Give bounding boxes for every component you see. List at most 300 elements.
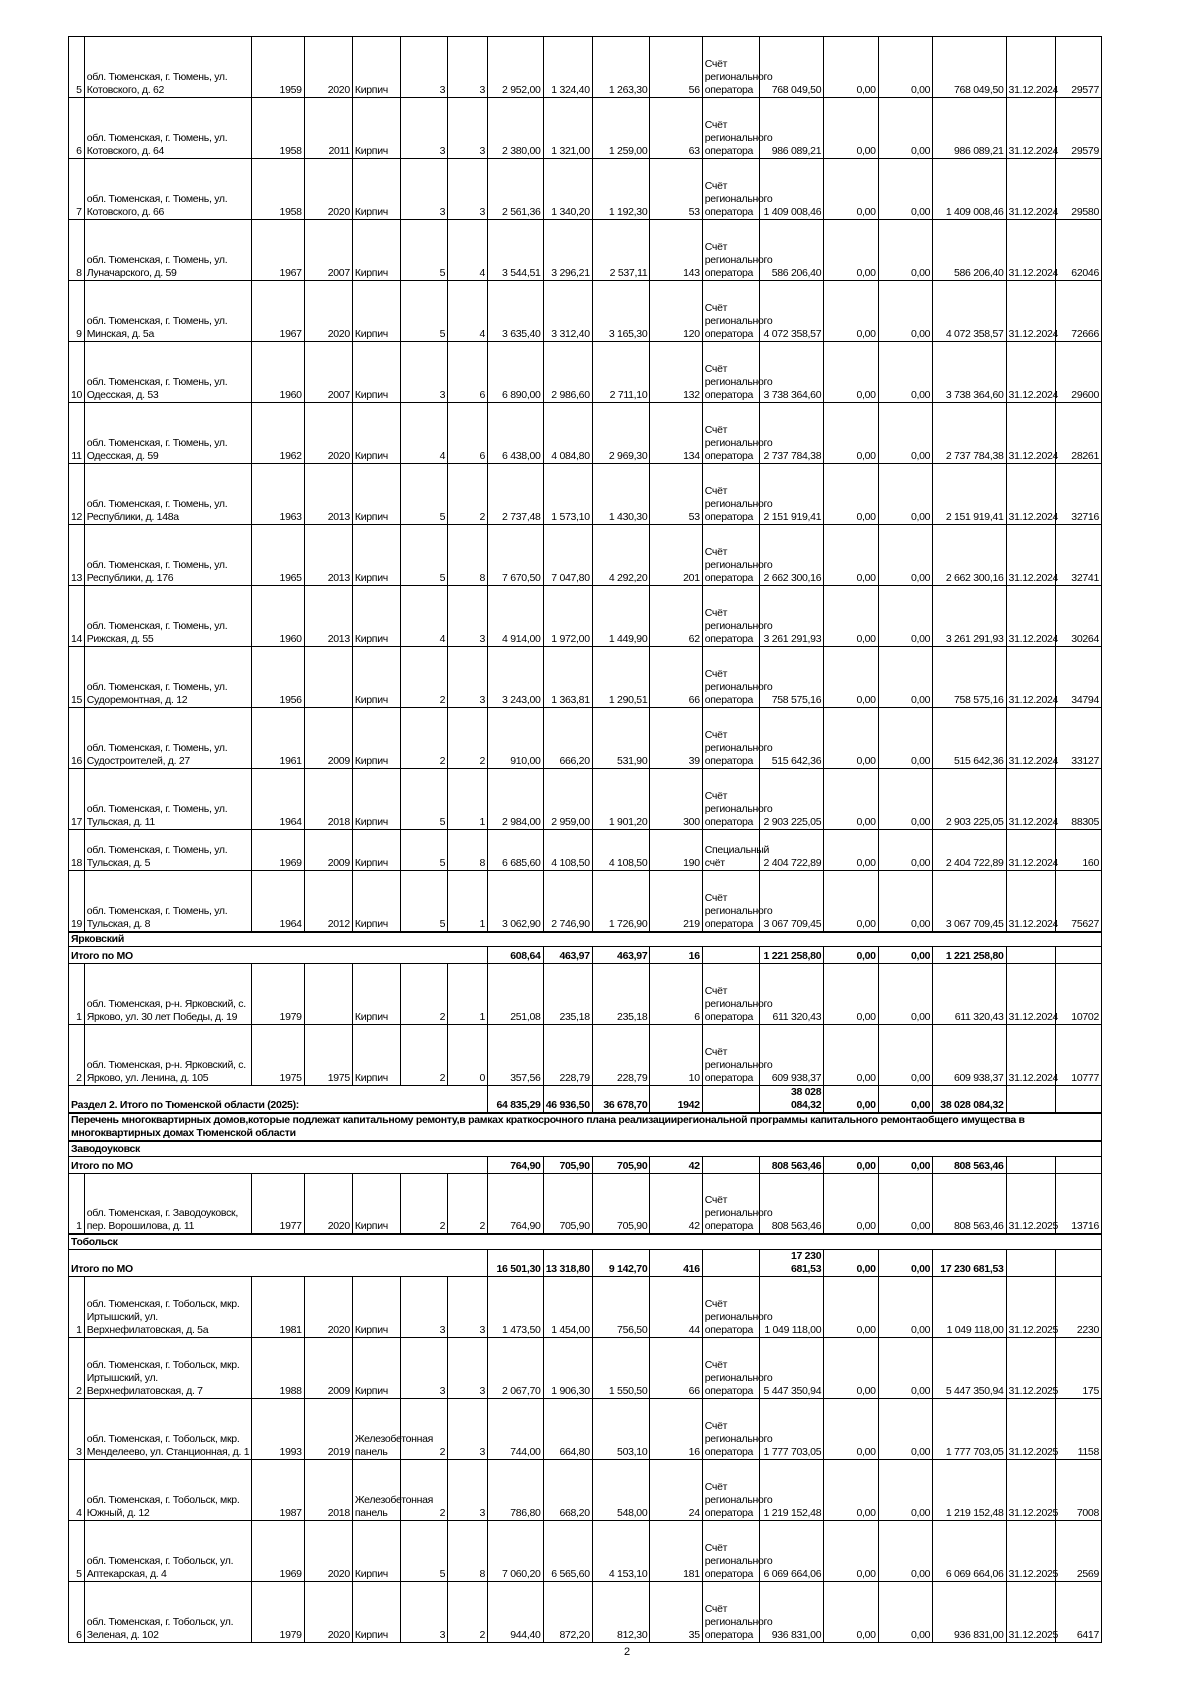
fund-method-cell: Счёт регионального оператора [702, 37, 760, 98]
entrances-cell: 8 [448, 1520, 488, 1581]
residents-cell: 66 [650, 1337, 702, 1398]
cost-regional-cell: 0,00 [878, 708, 932, 769]
year-built-cell: 1975 [252, 1025, 304, 1086]
residential-area-cell: 235,18 [592, 964, 650, 1025]
year-overhaul-cell: 2020 [304, 281, 352, 342]
total-area-cell: 3 544,51 [488, 220, 544, 281]
wall-material-cell: Кирпич [352, 964, 400, 1025]
deadline-cell: 31.12.2024 [1006, 708, 1055, 769]
year-overhaul-cell: 2009 [304, 830, 352, 871]
house-code-cell: 75627 [1055, 871, 1101, 932]
entrances-cell: 0 [448, 1025, 488, 1086]
house-code-cell [1055, 947, 1101, 964]
floors-cell: 3 [401, 1337, 448, 1398]
cost-regional-cell: 0,00 [878, 1276, 932, 1337]
cost-total-cell: 758 575,16 [760, 647, 824, 708]
address-cell: обл. Тюменская, г. Тобольск, мкр. Южный, д. 12 [84, 1459, 252, 1520]
cost-federal-cell: 0,00 [824, 871, 878, 932]
year-overhaul-cell: 2007 [304, 220, 352, 281]
cost-regional-cell: 0,00 [878, 98, 932, 159]
municipality-header-row [69, 932, 1102, 947]
fund-method-cell: Счёт регионального оператора [702, 708, 760, 769]
address-cell: обл. Тюменская, г. Заводоуковск, пер. Ворошилова, д. 11 [84, 1173, 252, 1234]
residents-cell: 201 [650, 525, 702, 586]
year-overhaul-cell: 2013 [304, 586, 352, 647]
year-built-cell: 1958 [252, 98, 304, 159]
entrances-cell: 3 [448, 98, 488, 159]
residential-area-cell: 2 537,11 [592, 220, 650, 281]
cost-federal-cell: 0,00 [824, 830, 878, 871]
residents-cell: 42 [650, 1156, 702, 1173]
residents-cell: 132 [650, 342, 702, 403]
residential-area-cell: 463,97 [592, 947, 650, 964]
residents-cell: 134 [650, 403, 702, 464]
premises-area-cell: 228,79 [543, 1025, 592, 1086]
residents-cell: 56 [650, 37, 702, 98]
wall-material-cell: Кирпич [352, 159, 400, 220]
row-number: 6 [69, 98, 85, 159]
house-row [69, 871, 1102, 932]
cost-owners-cell: 2 737 784,38 [933, 403, 1006, 464]
fund-method-cell [702, 1249, 760, 1276]
fund-method-cell: Счёт регионального оператора [702, 98, 760, 159]
cost-federal-cell: 0,00 [824, 98, 878, 159]
year-overhaul-cell: 2013 [304, 525, 352, 586]
floors-cell: 4 [401, 586, 448, 647]
premises-area-cell: 1 454,00 [543, 1276, 592, 1337]
year-overhaul-cell: 2007 [304, 342, 352, 403]
house-row [69, 1398, 1102, 1459]
cost-regional-cell: 0,00 [878, 586, 932, 647]
premises-area-cell: 13 318,80 [543, 1249, 592, 1276]
year-built-cell: 1964 [252, 871, 304, 932]
house-code-cell: 30264 [1055, 586, 1101, 647]
cost-regional-cell: 0,00 [878, 871, 932, 932]
cost-regional-cell: 0,00 [878, 1581, 932, 1642]
cost-regional-cell: 0,00 [878, 37, 932, 98]
entrances-cell: 3 [448, 1398, 488, 1459]
year-built-cell: 1964 [252, 769, 304, 830]
cost-owners-cell: 3 738 364,60 [933, 342, 1006, 403]
premises-area-cell: 664,80 [543, 1398, 592, 1459]
residents-cell: 53 [650, 464, 702, 525]
premises-area-cell: 705,90 [543, 1173, 592, 1234]
cost-regional-cell: 0,00 [878, 159, 932, 220]
row-number: 14 [69, 586, 85, 647]
floors-cell: 3 [401, 1276, 448, 1337]
year-built-cell: 1958 [252, 159, 304, 220]
year-overhaul-cell: 2020 [304, 159, 352, 220]
cost-federal-cell: 0,00 [824, 1173, 878, 1234]
premises-area-cell: 2 959,00 [543, 769, 592, 830]
house-code-cell: 32716 [1055, 464, 1101, 525]
entrances-cell: 3 [448, 1459, 488, 1520]
wall-material-cell: Железобетонная панель [352, 1459, 400, 1520]
fund-method-cell: Счёт регионального оператора [702, 1173, 760, 1234]
municipality-header-row [69, 1234, 1102, 1249]
floors-cell: 2 [401, 1173, 448, 1234]
premises-area-cell: 46 936,50 [543, 1086, 592, 1114]
cost-federal-cell: 0,00 [824, 1025, 878, 1086]
address-cell: обл. Тюменская, г. Тюмень, ул. Одесская, д. 53 [84, 342, 252, 403]
premises-area-cell: 705,90 [543, 1156, 592, 1173]
cost-federal-cell: 0,00 [824, 1249, 878, 1276]
total-area-cell: 64 835,29 [488, 1086, 544, 1114]
fund-method-cell: Счёт регионального оператора [702, 1520, 760, 1581]
year-overhaul-cell [304, 964, 352, 1025]
entrances-cell: 6 [448, 403, 488, 464]
cost-total-cell: 515 642,36 [760, 708, 824, 769]
total-area-cell: 6 890,00 [488, 342, 544, 403]
total-area-cell: 251,08 [488, 964, 544, 1025]
residential-area-cell: 1 259,00 [592, 98, 650, 159]
wall-material-cell: Кирпич [352, 220, 400, 281]
premises-area-cell: 6 565,60 [543, 1520, 592, 1581]
fund-method-cell [702, 947, 760, 964]
cost-federal-cell: 0,00 [824, 1276, 878, 1337]
row-number: 13 [69, 525, 85, 586]
wall-material-cell: Кирпич [352, 342, 400, 403]
cost-owners-cell: 808 563,46 [933, 1173, 1006, 1234]
cost-total-cell: 808 563,46 [760, 1173, 824, 1234]
entrances-cell: 2 [448, 1173, 488, 1234]
cost-federal-cell: 0,00 [824, 947, 878, 964]
deadline-cell: 31.12.2025 [1006, 1337, 1055, 1398]
total-area-cell: 2 952,00 [488, 37, 544, 98]
year-built-cell: 1961 [252, 708, 304, 769]
entrances-cell: 4 [448, 220, 488, 281]
premises-area-cell: 3 296,21 [543, 220, 592, 281]
deadline-cell: 31.12.2024 [1006, 220, 1055, 281]
cost-owners-cell: 586 206,40 [933, 220, 1006, 281]
year-built-cell: 1956 [252, 647, 304, 708]
cost-regional-cell: 0,00 [878, 647, 932, 708]
fund-method-cell: Счёт регионального оператора [702, 586, 760, 647]
entrances-cell: 2 [448, 1581, 488, 1642]
address-cell: обл. Тюменская, г. Тобольск, мкр. Иртышский, ул. Верхнефилатовская, д. 5а [84, 1276, 252, 1337]
premises-area-cell: 1 573,10 [543, 464, 592, 525]
address-cell: обл. Тюменская, г. Тюмень, ул. Рижская, д. 55 [84, 586, 252, 647]
premises-area-cell: 463,97 [543, 947, 592, 964]
cost-total-cell: 6 069 664,06 [760, 1520, 824, 1581]
year-overhaul-cell: 2013 [304, 464, 352, 525]
wall-material-cell: Кирпич [352, 464, 400, 525]
house-code-cell: 10777 [1055, 1025, 1101, 1086]
total-label: Итого по МО [69, 1249, 488, 1276]
cost-total-cell: 38 028 084,32 [760, 1086, 824, 1114]
residents-cell: 6 [650, 964, 702, 1025]
cost-total-cell: 768 049,50 [760, 37, 824, 98]
cost-total-cell: 2 151 919,41 [760, 464, 824, 525]
residents-cell: 53 [650, 159, 702, 220]
residential-area-cell: 2 969,30 [592, 403, 650, 464]
row-number: 3 [69, 1398, 85, 1459]
premises-area-cell: 7 047,80 [543, 525, 592, 586]
residents-cell: 44 [650, 1276, 702, 1337]
cost-owners-cell: 1 221 258,80 [933, 947, 1006, 964]
year-overhaul-cell: 2020 [304, 1581, 352, 1642]
house-code-cell: 160 [1055, 830, 1101, 871]
residents-cell: 300 [650, 769, 702, 830]
municipality-name: Ярковский [69, 932, 1102, 947]
deadline-cell [1006, 1249, 1055, 1276]
cost-total-cell: 1 409 008,46 [760, 159, 824, 220]
cost-federal-cell: 0,00 [824, 769, 878, 830]
house-row [69, 98, 1102, 159]
premises-area-cell: 235,18 [543, 964, 592, 1025]
wall-material-cell: Кирпич [352, 871, 400, 932]
address-cell: обл. Тюменская, г. Тюмень, ул. Судоремонтная, д. 12 [84, 647, 252, 708]
fund-method-cell: Счёт регионального оператора [702, 1459, 760, 1520]
cost-regional-cell: 0,00 [878, 1156, 932, 1173]
residential-area-cell: 812,30 [592, 1581, 650, 1642]
cost-total-cell: 2 404 722,89 [760, 830, 824, 871]
floors-cell: 5 [401, 769, 448, 830]
year-built-cell: 1981 [252, 1276, 304, 1337]
residents-cell: 190 [650, 830, 702, 871]
municipality-header-row [69, 1141, 1102, 1156]
cost-owners-cell: 3 067 709,45 [933, 871, 1006, 932]
cost-regional-cell: 0,00 [878, 403, 932, 464]
wall-material-cell: Кирпич [352, 1025, 400, 1086]
house-code-cell: 29580 [1055, 159, 1101, 220]
fund-method-cell: Счёт регионального оператора [702, 964, 760, 1025]
house-row [69, 1581, 1102, 1642]
cost-owners-cell: 986 089,21 [933, 98, 1006, 159]
fund-method-cell [702, 1156, 760, 1173]
total-area-cell: 944,40 [488, 1581, 544, 1642]
overhaul-register-sheet [68, 36, 1102, 1643]
fund-method-cell: Счёт регионального оператора [702, 281, 760, 342]
cost-owners-cell: 1 049 118,00 [933, 1276, 1006, 1337]
deadline-cell: 31.12.2025 [1006, 1276, 1055, 1337]
total-area-cell: 608,64 [488, 947, 544, 964]
deadline-cell: 31.12.2024 [1006, 403, 1055, 464]
floors-cell: 5 [401, 464, 448, 525]
wall-material-cell: Кирпич [352, 1173, 400, 1234]
residential-area-cell: 36 678,70 [592, 1086, 650, 1114]
premises-area-cell: 872,20 [543, 1581, 592, 1642]
cost-federal-cell: 0,00 [824, 525, 878, 586]
cost-regional-cell: 0,00 [878, 1520, 932, 1581]
house-row [69, 403, 1102, 464]
entrances-cell: 1 [448, 871, 488, 932]
total-area-cell: 1 473,50 [488, 1276, 544, 1337]
year-overhaul-cell: 2012 [304, 871, 352, 932]
deadline-cell [1006, 947, 1055, 964]
year-built-cell: 1967 [252, 281, 304, 342]
house-code-cell: 72666 [1055, 281, 1101, 342]
house-row [69, 769, 1102, 830]
cost-total-cell: 609 938,37 [760, 1025, 824, 1086]
cost-owners-cell: 609 938,37 [933, 1025, 1006, 1086]
residents-cell: 181 [650, 1520, 702, 1581]
cost-owners-cell: 768 049,50 [933, 37, 1006, 98]
deadline-cell: 31.12.2024 [1006, 37, 1055, 98]
page-number: 2 [624, 1646, 631, 1658]
premises-area-cell: 1 906,30 [543, 1337, 592, 1398]
house-row [69, 964, 1102, 1025]
year-built-cell: 1960 [252, 342, 304, 403]
entrances-cell: 4 [448, 281, 488, 342]
wall-material-cell: Кирпич [352, 769, 400, 830]
row-number: 2 [69, 1025, 85, 1086]
premises-area-cell: 1 972,00 [543, 586, 592, 647]
deadline-cell: 31.12.2024 [1006, 586, 1055, 647]
total-area-cell: 764,90 [488, 1156, 544, 1173]
year-built-cell: 1967 [252, 220, 304, 281]
cost-federal-cell: 0,00 [824, 1156, 878, 1173]
year-built-cell: 1969 [252, 1520, 304, 1581]
total-area-cell: 16 501,30 [488, 1249, 544, 1276]
house-row [69, 1337, 1102, 1398]
overhaul-register-table [68, 36, 1102, 1643]
house-row [69, 159, 1102, 220]
cost-regional-cell: 0,00 [878, 281, 932, 342]
cost-regional-cell: 0,00 [878, 1398, 932, 1459]
house-row [69, 342, 1102, 403]
total-area-cell: 2 561,36 [488, 159, 544, 220]
cost-owners-cell: 3 261 291,93 [933, 586, 1006, 647]
cost-total-cell: 586 206,40 [760, 220, 824, 281]
row-number: 5 [69, 37, 85, 98]
cost-regional-cell: 0,00 [878, 947, 932, 964]
premises-area-cell: 4 084,80 [543, 403, 592, 464]
floors-cell: 5 [401, 830, 448, 871]
year-overhaul-cell: 2020 [304, 1520, 352, 1581]
cost-owners-cell: 4 072 358,57 [933, 281, 1006, 342]
row-number: 16 [69, 708, 85, 769]
house-code-cell: 175 [1055, 1337, 1101, 1398]
address-cell: обл. Тюменская, г. Тюмень, ул. Республики, д. 176 [84, 525, 252, 586]
premises-area-cell: 1 324,40 [543, 37, 592, 98]
premises-area-cell: 1 321,00 [543, 98, 592, 159]
house-code-cell: 88305 [1055, 769, 1101, 830]
house-row [69, 708, 1102, 769]
address-cell: обл. Тюменская, г. Тюмень, ул. Тульская, д. 5 [84, 830, 252, 871]
fund-method-cell: Счёт регионального оператора [702, 1581, 760, 1642]
house-code-cell: 34794 [1055, 647, 1101, 708]
house-row [69, 464, 1102, 525]
floors-cell: 2 [401, 1459, 448, 1520]
house-row [69, 586, 1102, 647]
cost-regional-cell: 0,00 [878, 342, 932, 403]
premises-area-cell: 3 312,40 [543, 281, 592, 342]
cost-federal-cell: 0,00 [824, 220, 878, 281]
deadline-cell: 31.12.2025 [1006, 1398, 1055, 1459]
row-number: 1 [69, 1173, 85, 1234]
residents-cell: 416 [650, 1249, 702, 1276]
residential-area-cell: 1 550,50 [592, 1337, 650, 1398]
cost-owners-cell: 2 903 225,05 [933, 769, 1006, 830]
total-area-cell: 2 380,00 [488, 98, 544, 159]
fund-method-cell: Счёт регионального оператора [702, 159, 760, 220]
house-code-cell [1055, 1086, 1101, 1114]
total-area-cell: 6 685,60 [488, 830, 544, 871]
floors-cell: 4 [401, 403, 448, 464]
fund-method-cell: Специальный счёт [702, 830, 760, 871]
row-number: 1 [69, 964, 85, 1025]
floors-cell: 3 [401, 37, 448, 98]
residents-cell: 63 [650, 98, 702, 159]
cost-owners-cell: 6 069 664,06 [933, 1520, 1006, 1581]
cost-federal-cell: 0,00 [824, 1086, 878, 1114]
entrances-cell: 6 [448, 342, 488, 403]
entrances-cell: 3 [448, 1337, 488, 1398]
house-row [69, 220, 1102, 281]
house-row [69, 830, 1102, 871]
deadline-cell [1006, 1086, 1055, 1114]
house-code-cell: 2569 [1055, 1520, 1101, 1581]
cost-total-cell: 3 067 709,45 [760, 871, 824, 932]
cost-owners-cell: 1 777 703,05 [933, 1398, 1006, 1459]
fund-method-cell [702, 1086, 760, 1114]
cost-owners-cell: 611 320,43 [933, 964, 1006, 1025]
cost-federal-cell: 0,00 [824, 464, 878, 525]
house-row [69, 1520, 1102, 1581]
list-title: Перечень многоквартирных домов,которые подлежат капитальному ремонту,в рамках краткосрочного плана реализациирегиональной программы капитального ремонтаобщего имущества в многоквартирных домах Тюменской области [69, 1113, 1102, 1141]
wall-material-cell: Кирпич [352, 586, 400, 647]
cost-regional-cell: 0,00 [878, 1173, 932, 1234]
cost-regional-cell: 0,00 [878, 1086, 932, 1114]
year-overhaul-cell: 2019 [304, 1398, 352, 1459]
row-number: 18 [69, 830, 85, 871]
cost-owners-cell: 1 409 008,46 [933, 159, 1006, 220]
cost-total-cell: 986 089,21 [760, 98, 824, 159]
cost-total-cell: 2 662 300,16 [760, 525, 824, 586]
municipality-name: Заводоуковск [69, 1141, 1102, 1156]
floors-cell: 3 [401, 98, 448, 159]
residential-area-cell: 756,50 [592, 1276, 650, 1337]
cost-owners-cell: 2 404 722,89 [933, 830, 1006, 871]
cost-regional-cell: 0,00 [878, 464, 932, 525]
total-area-cell: 2 984,00 [488, 769, 544, 830]
cost-owners-cell: 38 028 084,32 [933, 1086, 1006, 1114]
year-overhaul-cell: 2020 [304, 403, 352, 464]
year-built-cell: 1979 [252, 964, 304, 1025]
cost-total-cell: 5 447 350,94 [760, 1337, 824, 1398]
total-area-cell: 6 438,00 [488, 403, 544, 464]
floors-cell: 3 [401, 159, 448, 220]
fund-method-cell: Счёт регионального оператора [702, 525, 760, 586]
address-cell: обл. Тюменская, г. Тюмень, ул. Одесская, д. 59 [84, 403, 252, 464]
residents-cell: 120 [650, 281, 702, 342]
year-overhaul-cell: 2009 [304, 1337, 352, 1398]
residents-cell: 10 [650, 1025, 702, 1086]
cost-federal-cell: 0,00 [824, 708, 878, 769]
cost-federal-cell: 0,00 [824, 37, 878, 98]
year-built-cell: 1993 [252, 1398, 304, 1459]
cost-owners-cell: 1 219 152,48 [933, 1459, 1006, 1520]
total-area-cell: 7 670,50 [488, 525, 544, 586]
premises-area-cell: 668,20 [543, 1459, 592, 1520]
deadline-cell: 31.12.2024 [1006, 525, 1055, 586]
residential-area-cell: 1 263,30 [592, 37, 650, 98]
entrances-cell: 2 [448, 464, 488, 525]
cost-regional-cell: 0,00 [878, 220, 932, 281]
municipality-total-row [69, 947, 1102, 964]
address-cell: обл. Тюменская, г. Тюмень, ул. Котовского, д. 66 [84, 159, 252, 220]
house-row [69, 525, 1102, 586]
deadline-cell: 31.12.2024 [1006, 342, 1055, 403]
cost-total-cell: 1 049 118,00 [760, 1276, 824, 1337]
total-area-cell: 4 914,00 [488, 586, 544, 647]
year-overhaul-cell: 2020 [304, 37, 352, 98]
year-built-cell: 1963 [252, 464, 304, 525]
residential-area-cell: 4 292,20 [592, 525, 650, 586]
address-cell: обл. Тюменская, г. Тобольск, мкр. Иртышский, ул. Верхнефилатовская, д. 7 [84, 1337, 252, 1398]
residents-cell: 16 [650, 947, 702, 964]
